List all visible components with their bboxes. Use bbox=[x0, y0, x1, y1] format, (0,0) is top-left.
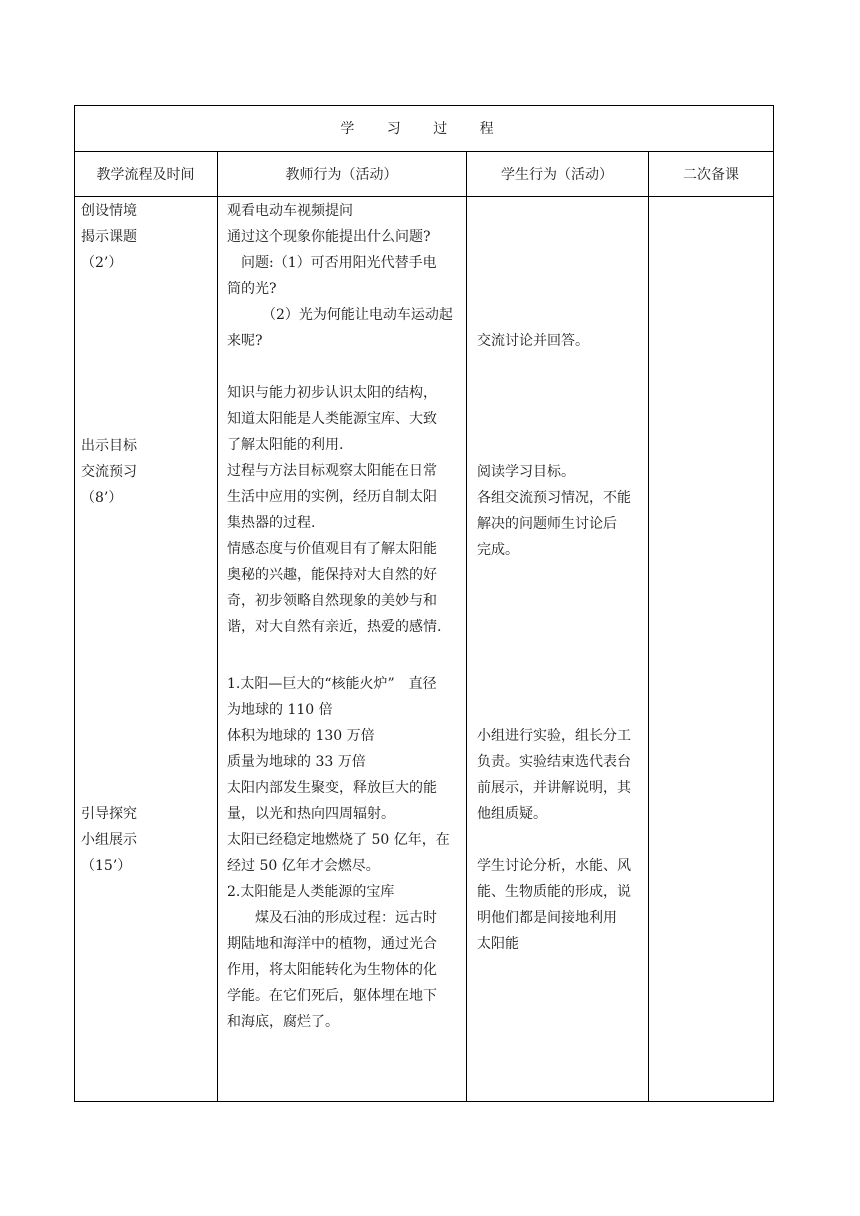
teacher-line: （2）光为何能让电动车运动起 bbox=[227, 307, 453, 323]
teacher-line: 知识与能力初步认识太阳的结构， bbox=[227, 385, 437, 401]
teacher-line: 1.太阳—巨大的“核能火炉” 直径 bbox=[227, 676, 437, 692]
teacher-line: 量，以光和热向四周辐射。 bbox=[227, 806, 395, 822]
teacher-line: 经过 50 亿年才会燃尽。 bbox=[227, 858, 380, 874]
header-second-prep: 二次备课 bbox=[683, 166, 739, 183]
student-line: 阅读学习目标。 bbox=[477, 464, 575, 480]
student-block-experiment bbox=[477, 723, 631, 827]
column-divider-1 bbox=[217, 151, 218, 1102]
header-student-activity: 学生行为（活动） bbox=[501, 166, 613, 183]
second-prep-cell bbox=[649, 197, 773, 1101]
student-line: 太阳能 bbox=[477, 936, 519, 952]
teacher-block-objectives bbox=[227, 380, 441, 640]
student-line: 各组交流预习情况，不能 bbox=[477, 490, 631, 506]
teacher-line: 质量为地球的 33 万倍 bbox=[227, 754, 366, 770]
teacher-line: 谐，对大自然有亲近，热爱的感情. bbox=[227, 619, 442, 635]
teacher-line: 过程与方法目标观察太阳能在日常 bbox=[227, 463, 437, 479]
header-process-time: 教学流程及时间 bbox=[96, 166, 195, 183]
teacher-line: 观看电动车视频提问 bbox=[227, 203, 353, 219]
teacher-line: 太阳内部发生聚变，释放巨大的能 bbox=[227, 780, 437, 796]
step-3 bbox=[81, 801, 137, 879]
teacher-line: 2.太阳能是人类能源的宝库 bbox=[227, 884, 395, 900]
student-block-preview bbox=[477, 459, 631, 563]
step-2-line: 交流预习 bbox=[81, 464, 137, 480]
student-line: 明他们都是间接地利用 bbox=[477, 910, 617, 926]
student-line: 学生讨论分析，水能、风 bbox=[477, 858, 631, 874]
step-2 bbox=[81, 433, 137, 511]
teacher-line: 煤及石油的形成过程：远古时 bbox=[227, 910, 437, 926]
teacher-line: 奥秘的兴趣，能保持对大自然的好 bbox=[227, 567, 437, 583]
teacher-line: 问题:（1）可否用阳光代替手电 bbox=[227, 255, 437, 271]
teacher-line: 了解太阳能的利用. bbox=[227, 437, 344, 453]
teacher-line: 太阳已经稳定地燃烧了 50 亿年，在 bbox=[227, 832, 450, 848]
student-line: 完成。 bbox=[477, 542, 519, 558]
student-line: 前展示，并讲解说明，其 bbox=[477, 780, 631, 796]
teacher-line: 和海底，腐烂了。 bbox=[227, 1014, 339, 1030]
teacher-line: 筒的光? bbox=[227, 281, 277, 297]
step-1-line: （2’） bbox=[81, 255, 123, 271]
teacher-line: 作用，将太阳能转化为生物体的化 bbox=[227, 962, 437, 978]
student-line: 能、生物质能的形成，说 bbox=[477, 884, 631, 900]
teacher-line: 学能。在它们死后，躯体埋在地下 bbox=[227, 988, 437, 1004]
teacher-line: 知道太阳能是人类能源宝库、大致 bbox=[227, 411, 437, 427]
header-teacher-activity: 教师行为（活动） bbox=[285, 166, 398, 183]
step-3-line: （15’） bbox=[81, 858, 132, 874]
teacher-line: 期陆地和海洋中的植物，通过光合 bbox=[227, 936, 437, 952]
step-2-line: （8’） bbox=[81, 490, 123, 506]
column-divider-2 bbox=[466, 151, 467, 1102]
step-3-line: 小组展示 bbox=[81, 832, 137, 848]
teacher-line: 通过这个现象你能提出什么问题? bbox=[227, 229, 431, 245]
teacher-line: 情感态度与价值观目有了解太阳能 bbox=[227, 541, 437, 557]
student-line: 小组进行实验，组长分工 bbox=[477, 728, 631, 744]
teacher-line: 生活中应用的实例，经历自制太阳 bbox=[227, 489, 437, 505]
student-block-discussion bbox=[477, 853, 631, 957]
teacher-block-intro bbox=[227, 198, 453, 354]
step-1-line: 揭示课题 bbox=[81, 229, 137, 245]
step-1-line: 创设情境 bbox=[81, 203, 137, 219]
teacher-line: 体积为地球的 130 万倍 bbox=[227, 728, 375, 744]
step-1 bbox=[81, 198, 137, 276]
teacher-line: 为地球的 110 倍 bbox=[227, 702, 333, 718]
student-line: 交流讨论并回答。 bbox=[477, 333, 589, 349]
student-line: 他组质疑。 bbox=[477, 806, 547, 822]
step-2-line: 出示目标 bbox=[81, 438, 137, 454]
teacher-line: 来呢? bbox=[227, 333, 263, 349]
student-block-answer bbox=[477, 328, 589, 354]
student-line: 解决的问题师生讨论后 bbox=[477, 516, 617, 532]
teacher-block-exploration bbox=[227, 671, 450, 1035]
step-3-line: 引导探究 bbox=[81, 806, 137, 822]
table-title: 学 习 过 程 bbox=[340, 121, 508, 137]
teacher-line: 奇，初步领略自然现象的美妙与和 bbox=[227, 593, 437, 609]
teacher-line: 集热器的过程. bbox=[227, 515, 316, 531]
student-line: 负责。实验结束选代表台 bbox=[477, 754, 631, 770]
